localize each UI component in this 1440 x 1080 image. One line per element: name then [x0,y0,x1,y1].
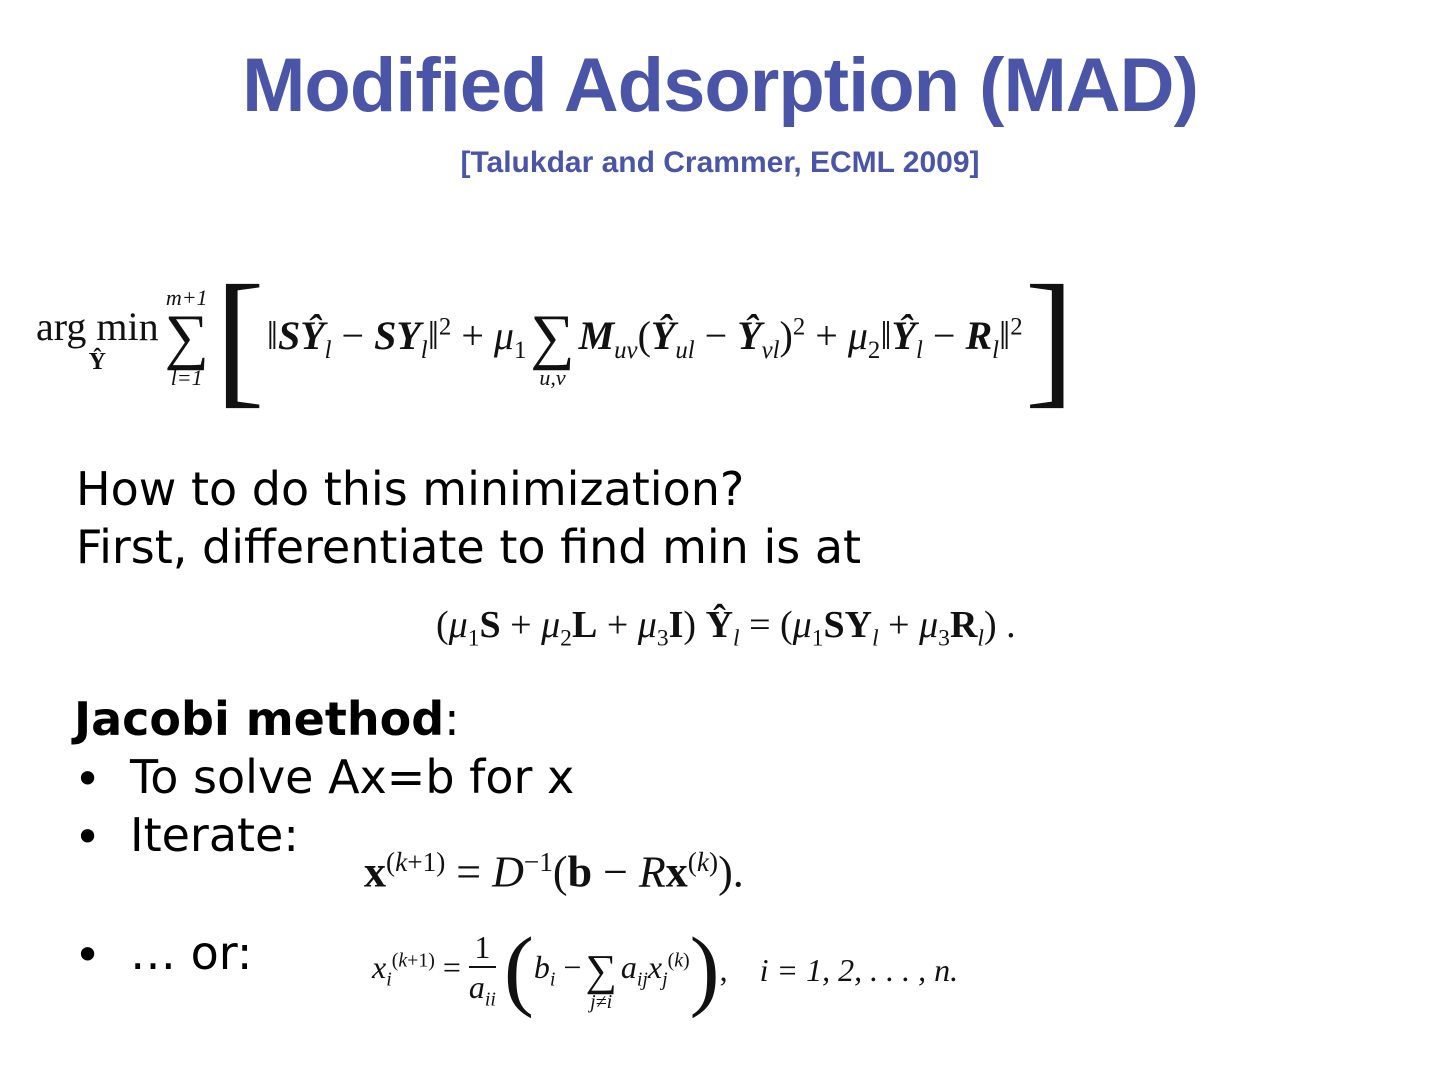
index-range: i = 1, 2, . . . , n. [759,951,959,988]
bullet-icon: • [74,752,102,806]
summation-l: m+1 ∑ l=1 [164,284,209,390]
slide-title: Modified Adsorption (MAD) [242,43,1198,128]
question-text: How to do this minimization? [76,462,745,516]
jacobi-component-equation: $x_i^{(k+1)}$ = $\frac{1}{a_{ii}}$ ( $b_i$ − ∑ j≠i $a_{ij}x_j^{(k)}$ ) , i = 1, 2, . . . , n. [372,920,959,1019]
mu2-symbol: μ [847,312,868,358]
bullet-or: … or: [130,926,253,980]
sum2-lower-limit: u,v [539,364,566,390]
summation-uv: ∑ u,v [530,303,575,390]
argmin-label: arg min [36,303,159,349]
bullet-iterate: Iterate: [130,808,299,862]
bullet-icon: • [74,928,102,982]
bullet-solve: To solve Ax=b for x [130,750,575,804]
jacobi-heading [74,690,460,748]
sum-lower-limit: l=1 [170,364,203,390]
mu1-symbol: μ [493,312,514,358]
sum-upper-limit: m+1 [165,284,208,310]
jacobi-matrix-equation: $x^{(k+1)} = D^{-1}(b - Rx^{(k)})$. [364,847,744,897]
stationary-equation: $(\mu_1S + \mu_2L + \mu_3I)$ $Ŷ_l = (\mu_1SY_l + \mu_3R_l)$ . [436,604,1016,652]
citation: [Talukdar and Crammer, ECML 2009] [460,146,980,179]
objective-equation: arg min Ŷ m+1 ∑ l=1 [ $‖SŶ_l$ − $SY_l‖^2 + \mu_1$ ∑ u,v $M_{uv}(Ŷ_{ul}$ − $Ŷ_{vl})^2$ + $\mu_2‖Ŷ_l$ − $R_l‖^2$ ] [36,255,1075,421]
argmin-under: Ŷ [88,348,106,375]
jacobi-heading-label: Jacobi method [74,692,445,746]
differentiate-text: First, differentiate to find min is at [76,520,862,574]
jacobi-heading-colon: : [444,692,460,746]
bullet-icon: • [74,810,102,864]
